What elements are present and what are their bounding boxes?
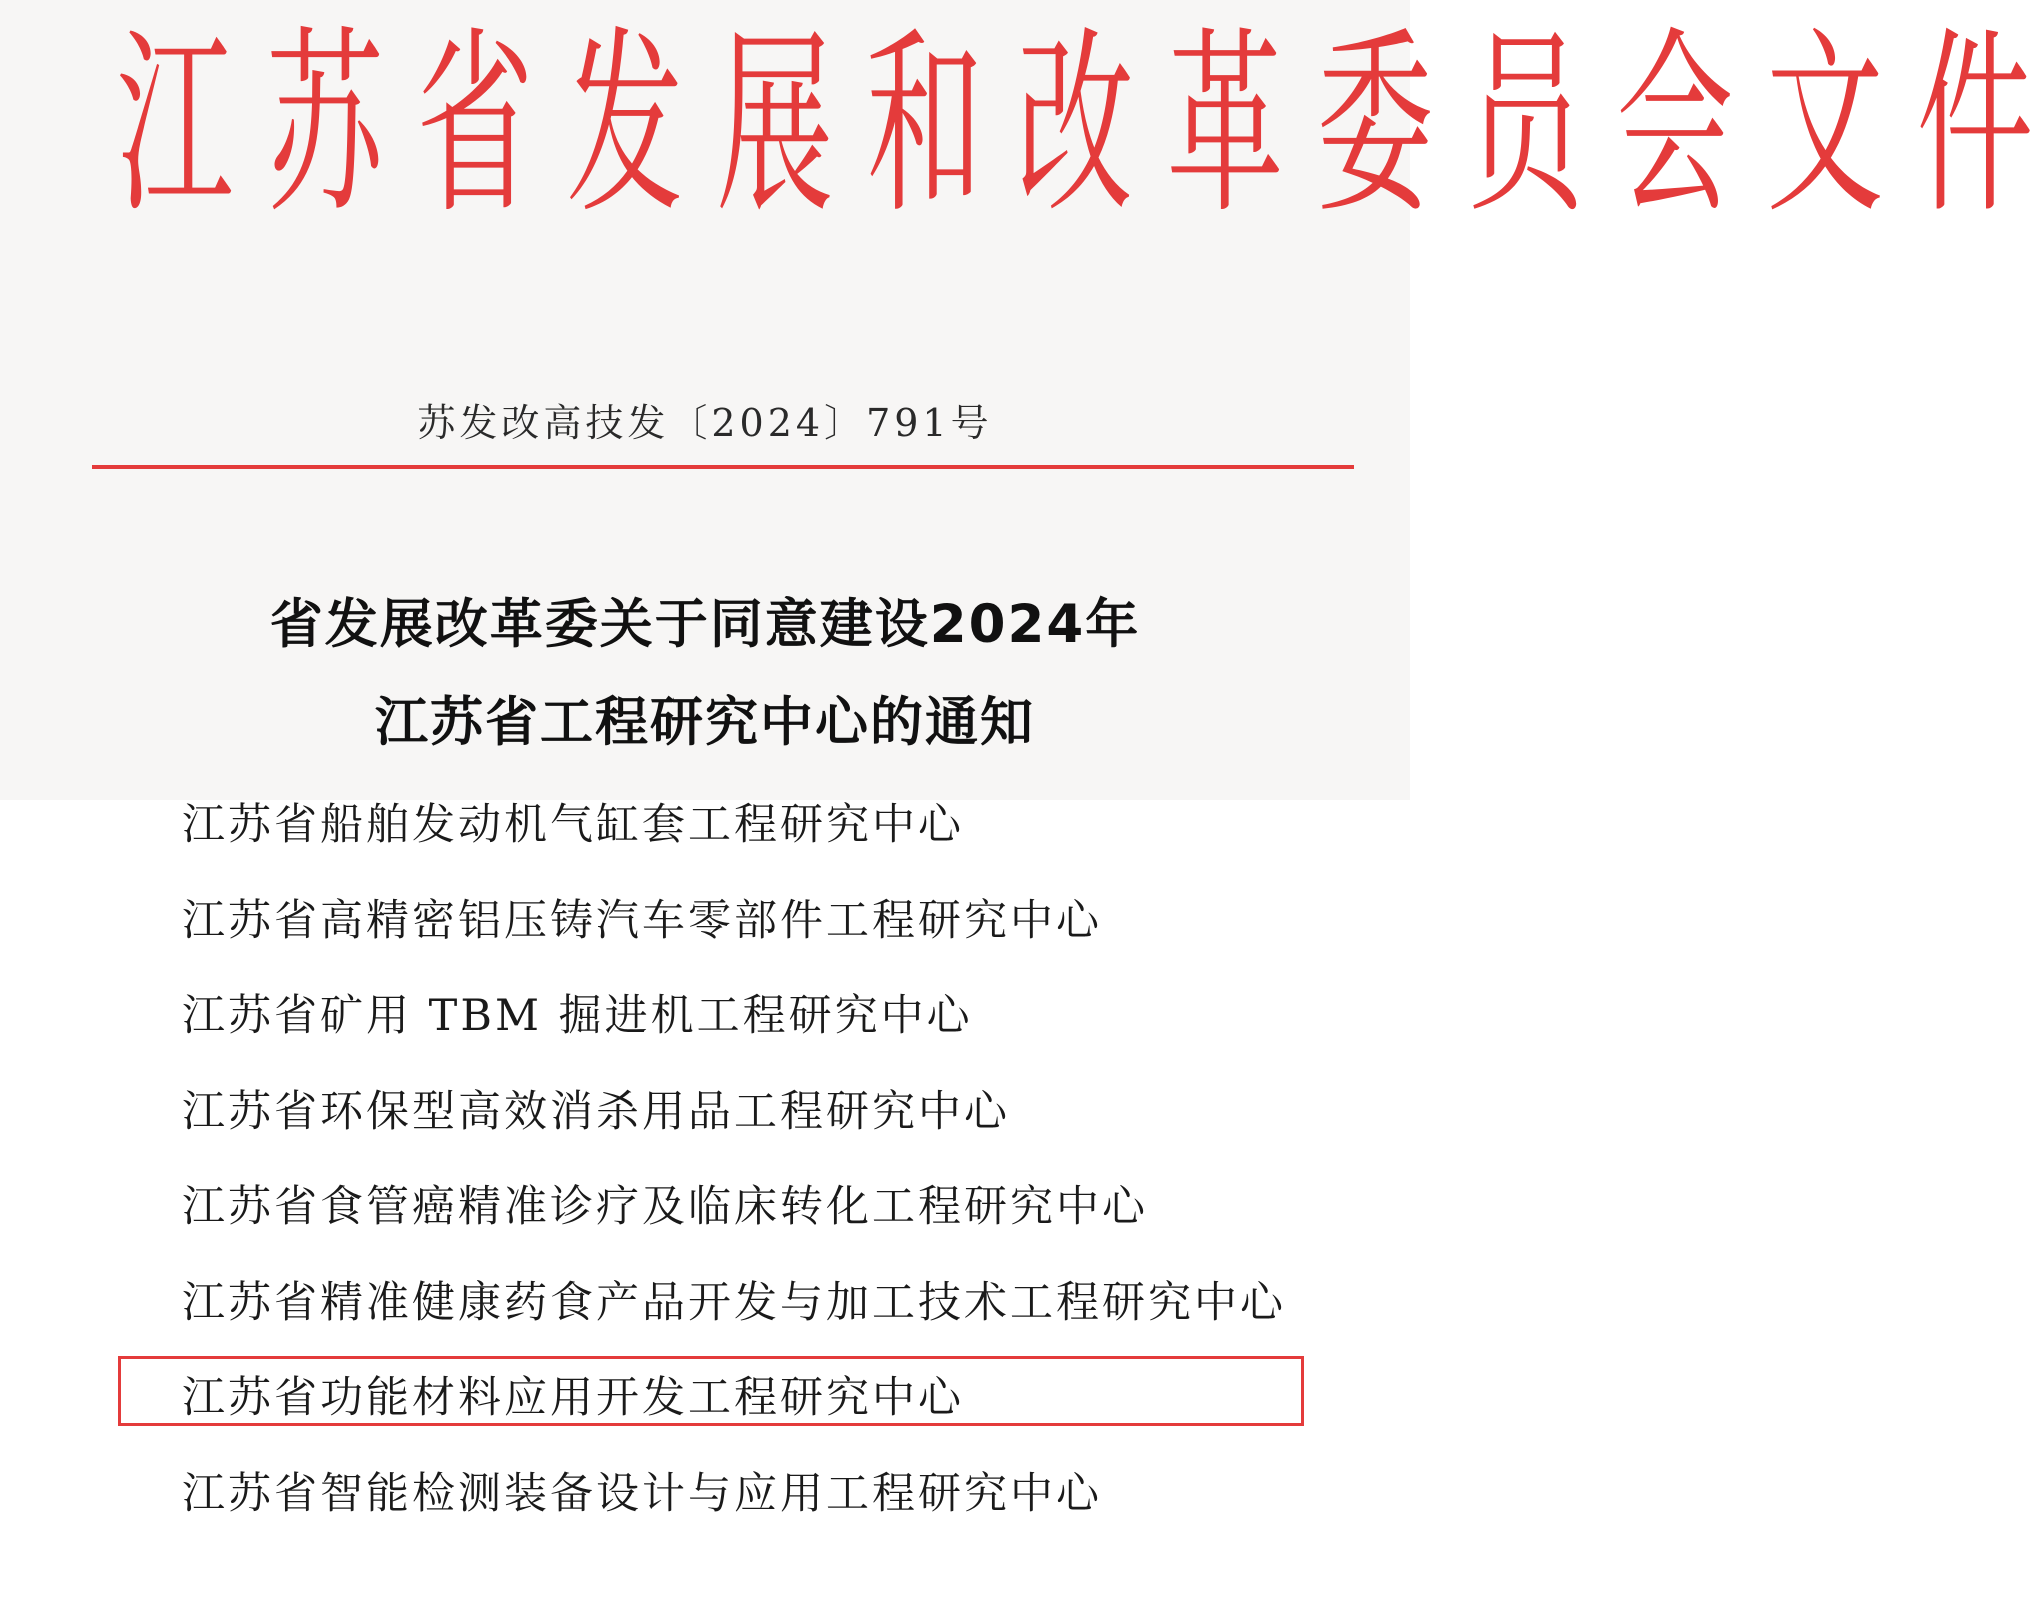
masthead-char: 苏 [266, 10, 384, 241]
masthead-char: 展 [716, 10, 834, 241]
document-title-line-1: 省发展改革委关于同意建设2024年 [269, 594, 1141, 655]
masthead-char: 改 [1016, 10, 1134, 241]
masthead-char: 发 [566, 10, 684, 241]
list-item: 江苏省精准健康药食产品开发与加工技术工程研究中心 [182, 1277, 1286, 1328]
masthead-char: 省 [416, 10, 534, 241]
masthead-char: 江 [116, 10, 234, 241]
masthead-char: 委 [1316, 10, 1434, 241]
masthead-char: 和 [866, 10, 984, 241]
list-item: 江苏省食管癌精准诊疗及临床转化工程研究中心 [182, 1182, 1148, 1232]
list-item: 江苏省高精密铝压铸汽车零部件工程研究中心 [182, 895, 1102, 946]
masthead-char: 文 [1766, 10, 1884, 241]
highlight-box [118, 1356, 1304, 1426]
list-item-highlighted: 江苏省功能材料应用开发工程研究中心 [182, 1373, 964, 1423]
list-item: 江苏省矿用 TBM 掘进机工程研究中心 [182, 991, 973, 1041]
document-number: 苏发改高技发〔2024〕791号 [417, 401, 993, 445]
document-masthead [100, 10, 2034, 241]
masthead-char: 件 [1916, 10, 2034, 241]
research-center-list [182, 793, 1372, 1557]
list-item: 江苏省船舶发动机气缸套工程研究中心 [182, 800, 964, 850]
document-title-line-2: 江苏省工程研究中心的通知 [375, 692, 1035, 753]
list-item: 江苏省环保型高效消杀用品工程研究中心 [182, 1086, 1010, 1137]
red-divider-line [92, 465, 1354, 469]
masthead-char: 员 [1466, 10, 1584, 241]
masthead-char: 革 [1166, 10, 1284, 241]
list-item: 江苏省智能检测装备设计与应用工程研究中心 [182, 1468, 1102, 1519]
masthead-char: 会 [1616, 10, 1734, 241]
